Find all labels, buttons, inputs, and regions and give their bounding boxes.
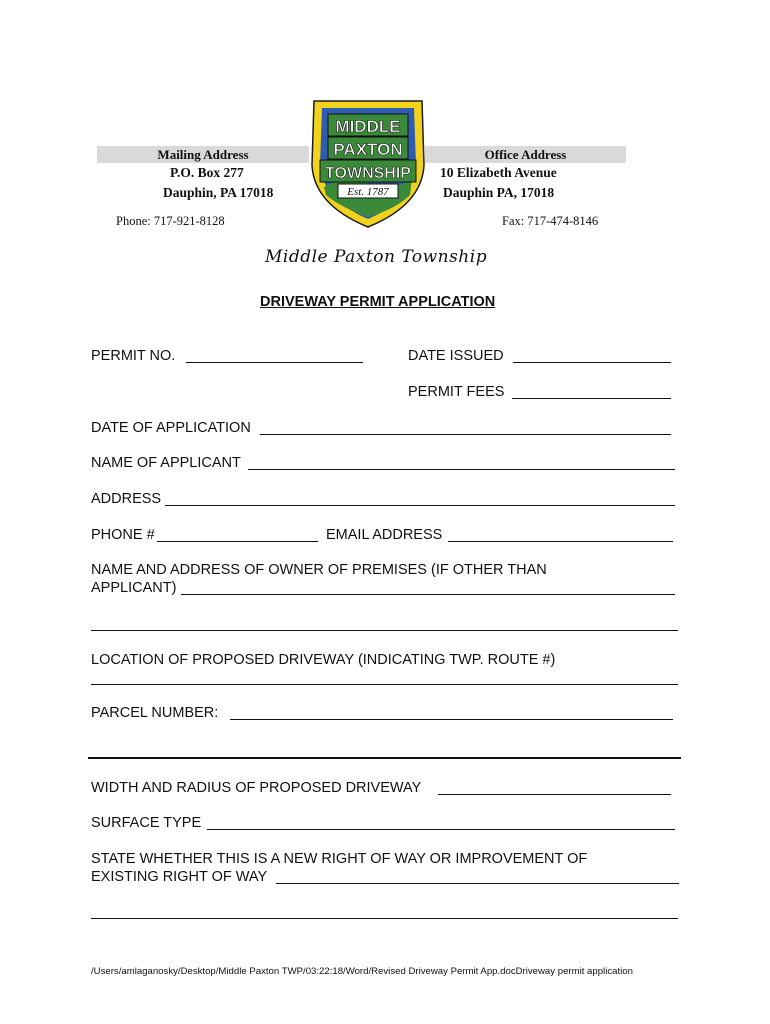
surface-type-label: SURFACE TYPE [91, 815, 202, 831]
right-of-way-field[interactable] [276, 883, 679, 884]
office-address-band [425, 146, 626, 163]
permit-fees-label: PERMIT FEES [408, 384, 505, 400]
name-of-applicant-field[interactable] [248, 469, 675, 470]
seal-text-est: Est. 1787 [347, 186, 389, 198]
phone-number: Phone: 717-921-8128 [116, 214, 225, 228]
fax-number: Fax: 717-474-8146 [502, 214, 599, 228]
date-of-application-label: DATE OF APPLICATION [91, 420, 251, 436]
office-address-line1: 10 Elizabeth Avenue [440, 165, 557, 180]
email-label: EMAIL ADDRESS [326, 527, 443, 543]
mailing-address-line1: P.O. Box 277 [170, 165, 244, 180]
address-label: ADDRESS [91, 491, 162, 507]
township-script-name: Middle Paxton Township [265, 247, 488, 267]
permit-no-label: PERMIT NO. [91, 348, 176, 364]
owner-field-extra-line[interactable] [91, 630, 678, 631]
owner-field[interactable] [181, 594, 675, 595]
permit-fees-field[interactable] [512, 398, 671, 399]
seal-text-middle: MIDDLE [335, 117, 401, 136]
width-radius-label: WIDTH AND RADIUS OF PROPOSED DRIVEWAY [91, 780, 422, 796]
form-title: DRIVEWAY PERMIT APPLICATION [260, 294, 496, 310]
mailing-address-band [97, 146, 309, 163]
width-radius-field[interactable] [438, 794, 671, 795]
right-of-way-label-line1: STATE WHETHER THIS IS A NEW RIGHT OF WAY OR IMPROVEMENT OF [91, 851, 588, 867]
phone-label: PHONE # [91, 527, 155, 543]
mailing-address-line2: Dauphin, PA 17018 [163, 185, 274, 200]
date-issued-field[interactable] [513, 362, 671, 363]
surface-type-field[interactable] [207, 829, 675, 830]
office-address-heading: Office Address [484, 147, 567, 162]
date-of-application-field[interactable] [260, 434, 671, 435]
office-address-line2: Dauphin PA, 17018 [443, 185, 555, 200]
township-seal-logo [306, 95, 430, 231]
parcel-number-label: PARCEL NUMBER: [91, 705, 219, 721]
address-field[interactable] [165, 505, 675, 506]
footer-file-path: /Users/amlaganosky/Desktop/Middle Paxton TWP/03:22:18/Word/Revised Driveway Permit App.docDriveway permit application [91, 966, 633, 977]
seal-text-township: TOWNSHIP [325, 165, 411, 182]
seal-text-paxton: PAXTON [333, 140, 403, 159]
owner-label-line2: APPLICANT) [91, 580, 177, 596]
date-issued-label: DATE ISSUED [408, 348, 504, 364]
right-of-way-field-extra-line[interactable] [91, 918, 678, 919]
location-field[interactable] [91, 684, 678, 685]
location-label: LOCATION OF PROPOSED DRIVEWAY (INDICATING TWP. ROUTE #) [91, 652, 556, 668]
email-field[interactable] [448, 541, 673, 542]
owner-label-line1: NAME AND ADDRESS OF OWNER OF PREMISES (IF OTHER THAN [91, 562, 547, 578]
name-of-applicant-label: NAME OF APPLICANT [91, 455, 241, 471]
mailing-address-heading: Mailing Address [157, 147, 249, 162]
parcel-number-field[interactable] [230, 719, 673, 720]
permit-no-field[interactable] [186, 362, 363, 363]
phone-field[interactable] [157, 541, 318, 542]
section-divider [88, 757, 681, 759]
right-of-way-label-line2: EXISTING RIGHT OF WAY [91, 869, 268, 885]
